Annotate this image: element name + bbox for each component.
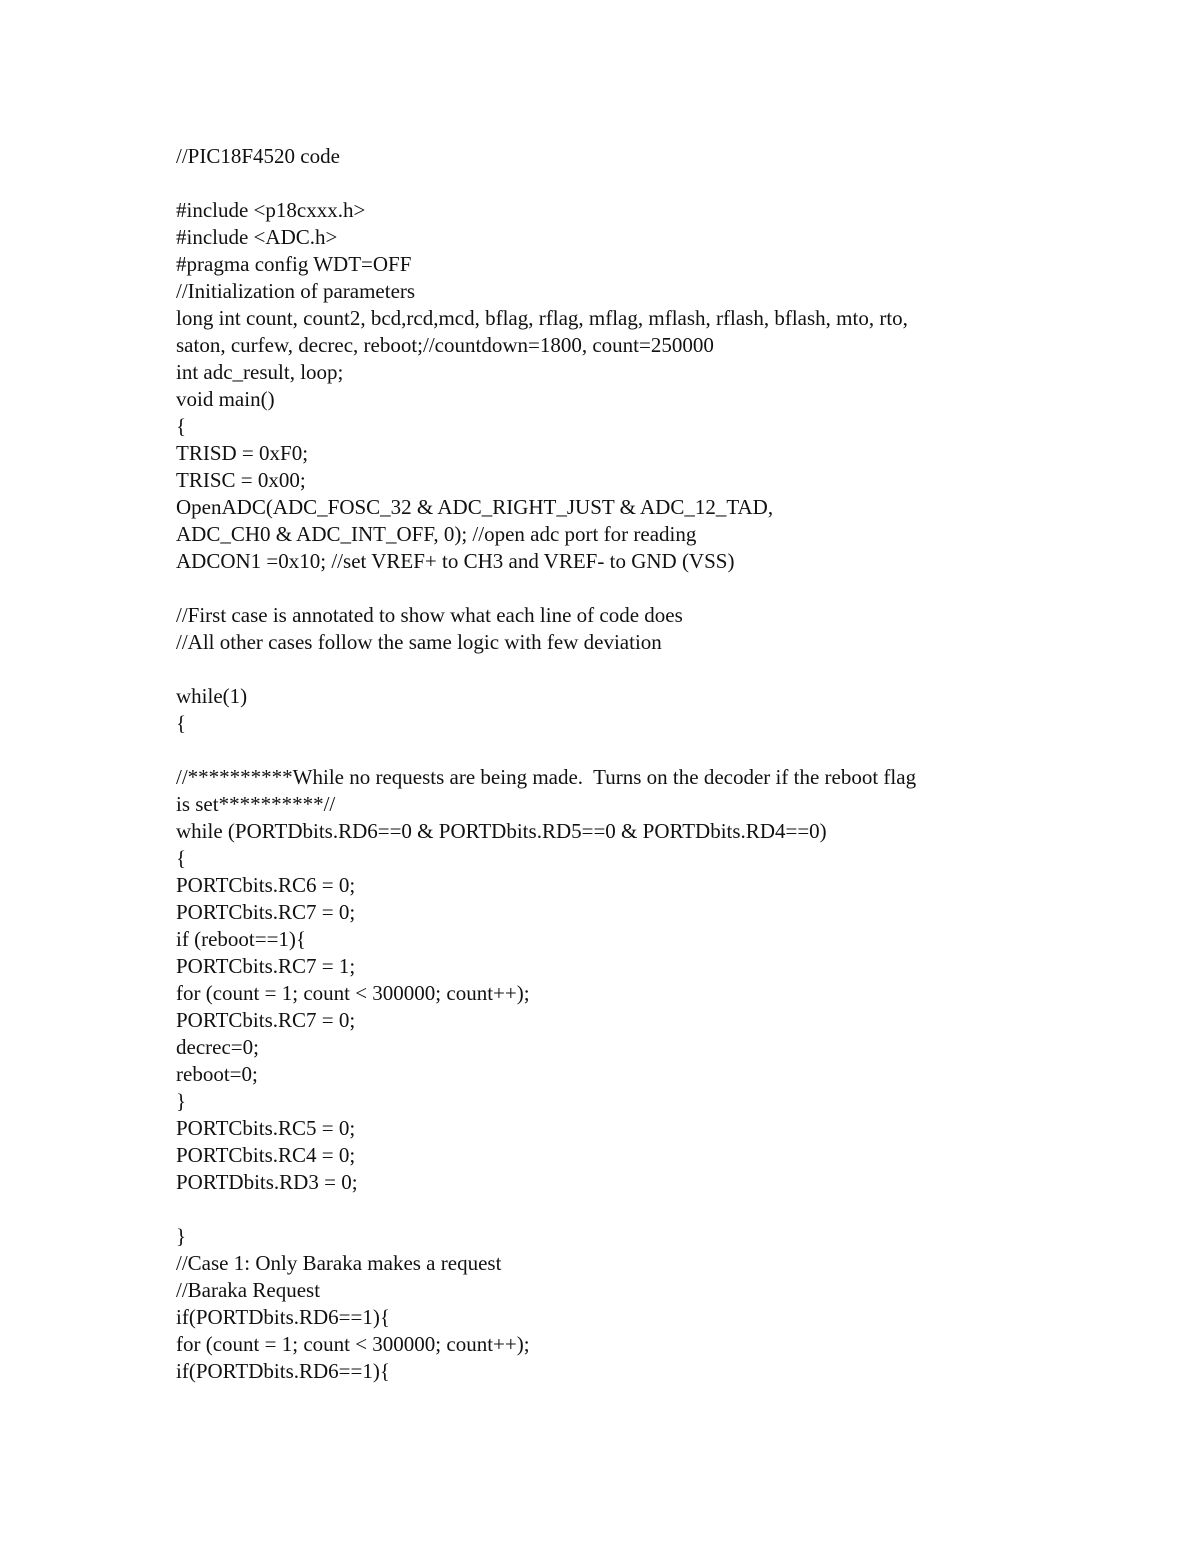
code-line: { (176, 846, 187, 870)
code-line: reboot=0; (176, 1062, 258, 1086)
code-line: long int count, count2, bcd,rcd,mcd, bflag, rflag, mflag, mflash, rflash, bflash, mto, rto, (176, 306, 908, 330)
code-line: PORTCbits.RC7 = 0; (176, 900, 356, 924)
code-line: if (reboot==1){ (176, 927, 306, 951)
code-line: for (count = 1; count < 300000; count++); (176, 1332, 530, 1356)
code-line: //PIC18F4520 code (176, 144, 340, 168)
code-line: if(PORTDbits.RD6==1){ (176, 1305, 390, 1329)
code-line: while (PORTDbits.RD6==0 & PORTDbits.RD5==0 & PORTDbits.RD4==0) (176, 819, 827, 843)
code-line: //Initialization of parameters (176, 279, 416, 303)
code-line: void main() (176, 387, 275, 411)
code-line: saton, curfew, decrec, reboot;//countdown=1800, count=250000 (176, 333, 714, 357)
code-line: #pragma config WDT=OFF (176, 252, 412, 276)
blank-line (176, 656, 1036, 683)
code-line: PORTCbits.RC7 = 1; (176, 954, 356, 978)
code-line: is set**********// (176, 792, 336, 816)
blank-line (176, 170, 1036, 197)
code-line: for (count = 1; count < 300000; count++); (176, 981, 530, 1005)
code-line: ADCON1 =0x10; //set VREF+ to CH3 and VREF- to GND (VSS) (176, 549, 735, 573)
blank-line (176, 737, 1036, 764)
code-line: } (176, 1224, 187, 1248)
code-line: //All other cases follow the same logic with few deviation (176, 630, 662, 654)
code-line: //First case is annotated to show what each line of code does (176, 603, 683, 627)
code-line: PORTCbits.RC7 = 0; (176, 1008, 356, 1032)
code-line: PORTCbits.RC4 = 0; (176, 1143, 356, 1167)
code-line: //Baraka Request (176, 1278, 321, 1302)
code-line: int adc_result, loop; (176, 360, 344, 384)
code-line: if(PORTDbits.RD6==1){ (176, 1359, 390, 1383)
code-line: //Case 1: Only Baraka makes a request (176, 1251, 502, 1275)
code-listing (176, 143, 1036, 1385)
code-line: PORTCbits.RC5 = 0; (176, 1116, 356, 1140)
code-line: PORTCbits.RC6 = 0; (176, 873, 356, 897)
code-line: } (176, 1089, 187, 1113)
code-line: TRISD = 0xF0; (176, 441, 309, 465)
code-line: { (176, 414, 187, 438)
code-line: OpenADC(ADC_FOSC_32 & ADC_RIGHT_JUST & ADC_12_TAD, (176, 495, 774, 519)
code-line: ADC_CH0 & ADC_INT_OFF, 0); //open adc port for reading (176, 522, 697, 546)
code-line: #include <ADC.h> (176, 225, 338, 249)
blank-line (176, 1196, 1036, 1223)
code-line: { (176, 711, 187, 735)
code-line: PORTDbits.RD3 = 0; (176, 1170, 358, 1194)
code-line: while(1) (176, 684, 248, 708)
code-line: #include <p18cxxx.h> (176, 198, 366, 222)
code-line: decrec=0; (176, 1035, 259, 1059)
blank-line (176, 575, 1036, 602)
code-line: //**********While no requests are being made. Turns on the decoder if the reboot flag (176, 765, 917, 789)
code-line: TRISC = 0x00; (176, 468, 306, 492)
